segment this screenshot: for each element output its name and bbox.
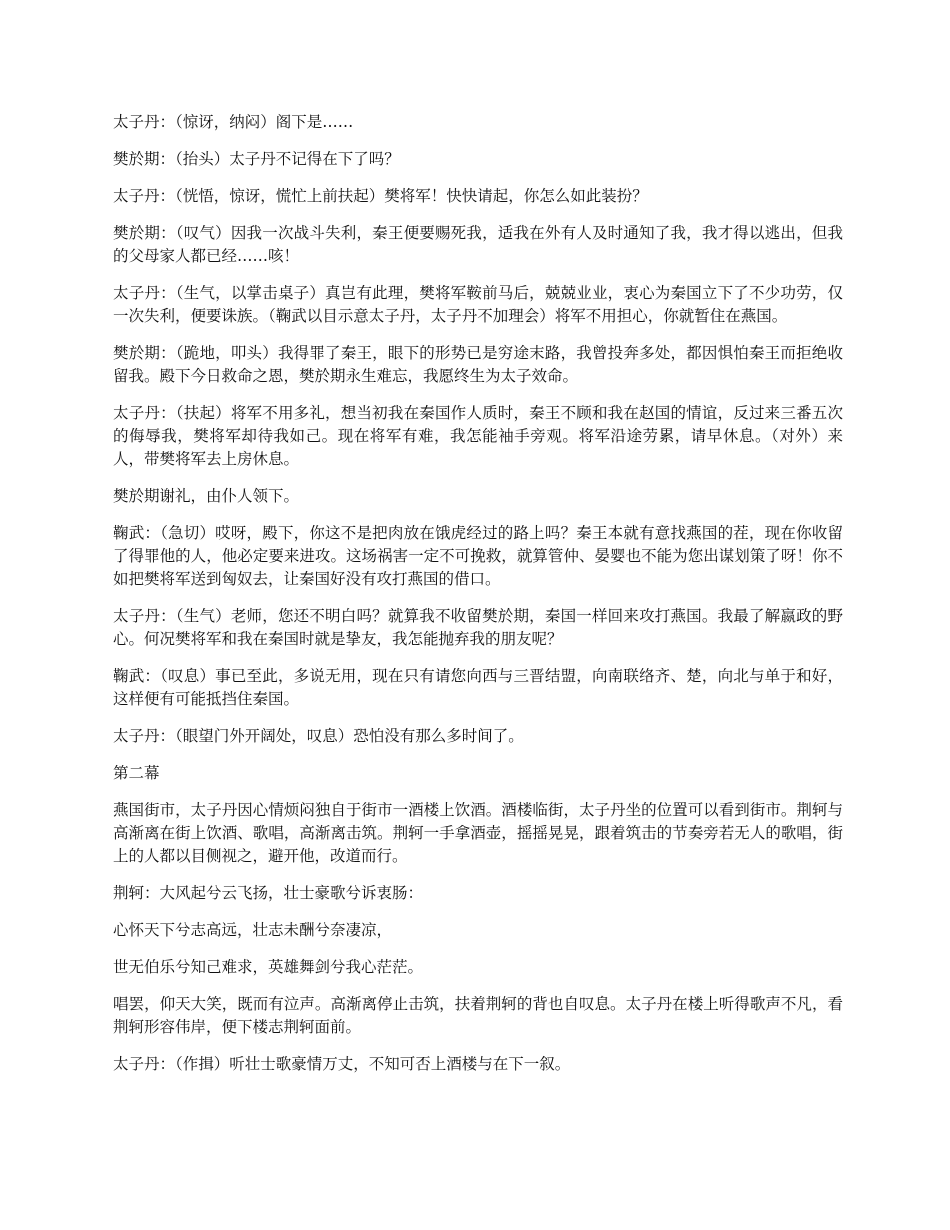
dialogue-paragraph: 太子丹：（作揖）听壮士歌豪情万丈，不知可否上酒楼与在下一叙。	[113, 1055, 571, 1073]
dialogue-paragraph: 太子丹：（生气）老师，您还不明白吗？就算我不收留樊於期，秦国一样回来攻打燕国。我最了解嬴政的野心。何况樊将军和我在秦国时就是挚友，我怎能抛弃我的朋友呢？	[113, 607, 843, 648]
act-heading: 第二幕	[113, 764, 160, 782]
dialogue-paragraph: 樊於期：（跪地，叩头）我得罪了秦王，眼下的形势已是穷途末路，我曾投奔多处，都因惧怕秦王而拒绝收留我。殿下今日救命之恩，樊於期永生难忘，我愿终生为太子效命。	[113, 344, 843, 385]
stage-direction: 唱罢，仰天大笑，既而有泣声。高渐离停止击筑，扶着荆轲的背也自叹息。太子丹在楼上听得歌声不凡，看荆轲形容伟岸，便下楼志荆轲面前。	[113, 995, 843, 1036]
dialogue-paragraph: 太子丹：（惊讶，纳闷）阁下是……	[113, 113, 354, 131]
song-line: 荆轲：大风起兮云飞扬，壮士豪歌兮诉衷肠：	[113, 884, 424, 902]
dialogue-paragraph: 樊於期：（叹气）因我一次战斗失利，秦王便要赐死我，适我在外有人及时通知了我，我才得以逃出，但我的父母家人都已经……咳！	[113, 224, 843, 265]
dialogue-paragraph: 太子丹：（扶起）将军不用多礼，想当初我在秦国作人质时，秦王不顾和我在赵国的情谊，反过来三番五次的侮辱我，樊将军却待我如己。现在将军有难，我怎能袖手旁观。将军沿途劳累，请早休息。（对外）来人，带樊将军去上房休息。	[113, 404, 843, 468]
song-line: 心怀天下兮志高远，壮志未酬兮奈凄凉，	[113, 921, 393, 939]
dialogue-paragraph: 太子丹：（恍悟，惊讶，慌忙上前扶起）樊将军！快快请起，你怎么如此装扮？	[113, 187, 648, 205]
stage-direction: 樊於期谢礼，由仆人领下。	[113, 487, 300, 505]
stage-direction: 燕国街市，太子丹因心情烦闷独自于街市一酒楼上饮酒。酒楼临街，太子丹坐的位置可以看到街市。荆轲与高渐离在街上饮酒、歌唱，高渐离击筑。荆轲一手拿酒壶，摇摇晃晃，跟着筑击的节奏旁若无人的歌唱，街上的人都以目侧视之，避开他，改道而行。	[113, 801, 843, 865]
dialogue-paragraph: 鞠武：（急切）哎呀，殿下，你这不是把肉放在饿虎经过的路上吗？秦王本就有意找燕国的茬，现在你收留了得罪他的人，他必定要来进攻。这场祸害一定不可挽救，就算管仲、晏婴也不能为您出谋划策了呀！你不如把樊将军送到匈奴去，让秦国好没有攻打燕国的借口。	[113, 524, 843, 588]
dialogue-paragraph: 樊於期：（抬头）太子丹不记得在下了吗？	[113, 150, 400, 168]
song-line: 世无伯乐兮知己难求，英雄舞剑兮我心茫茫。	[113, 958, 424, 976]
document-body	[113, 111, 843, 1090]
dialogue-paragraph: 鞠武：（叹息）事已至此，多说无用，现在只有请您向西与三晋结盟，向南联络齐、楚，向北与单于和好，这样便有可能抵挡住秦国。	[113, 667, 843, 708]
dialogue-paragraph: 太子丹：（生气，以掌击桌子）真岂有此理，樊将军鞍前马后，兢兢业业，衷心为秦国立下了不少功劳，仅一次失利，便要诛族。（鞠武以目示意太子丹，太子丹不加理会）将军不用担心，你就暂住在燕国。	[113, 284, 843, 325]
dialogue-paragraph: 太子丹：（眼望门外开阔处，叹息）恐怕没有那么多时间了。	[113, 727, 524, 745]
